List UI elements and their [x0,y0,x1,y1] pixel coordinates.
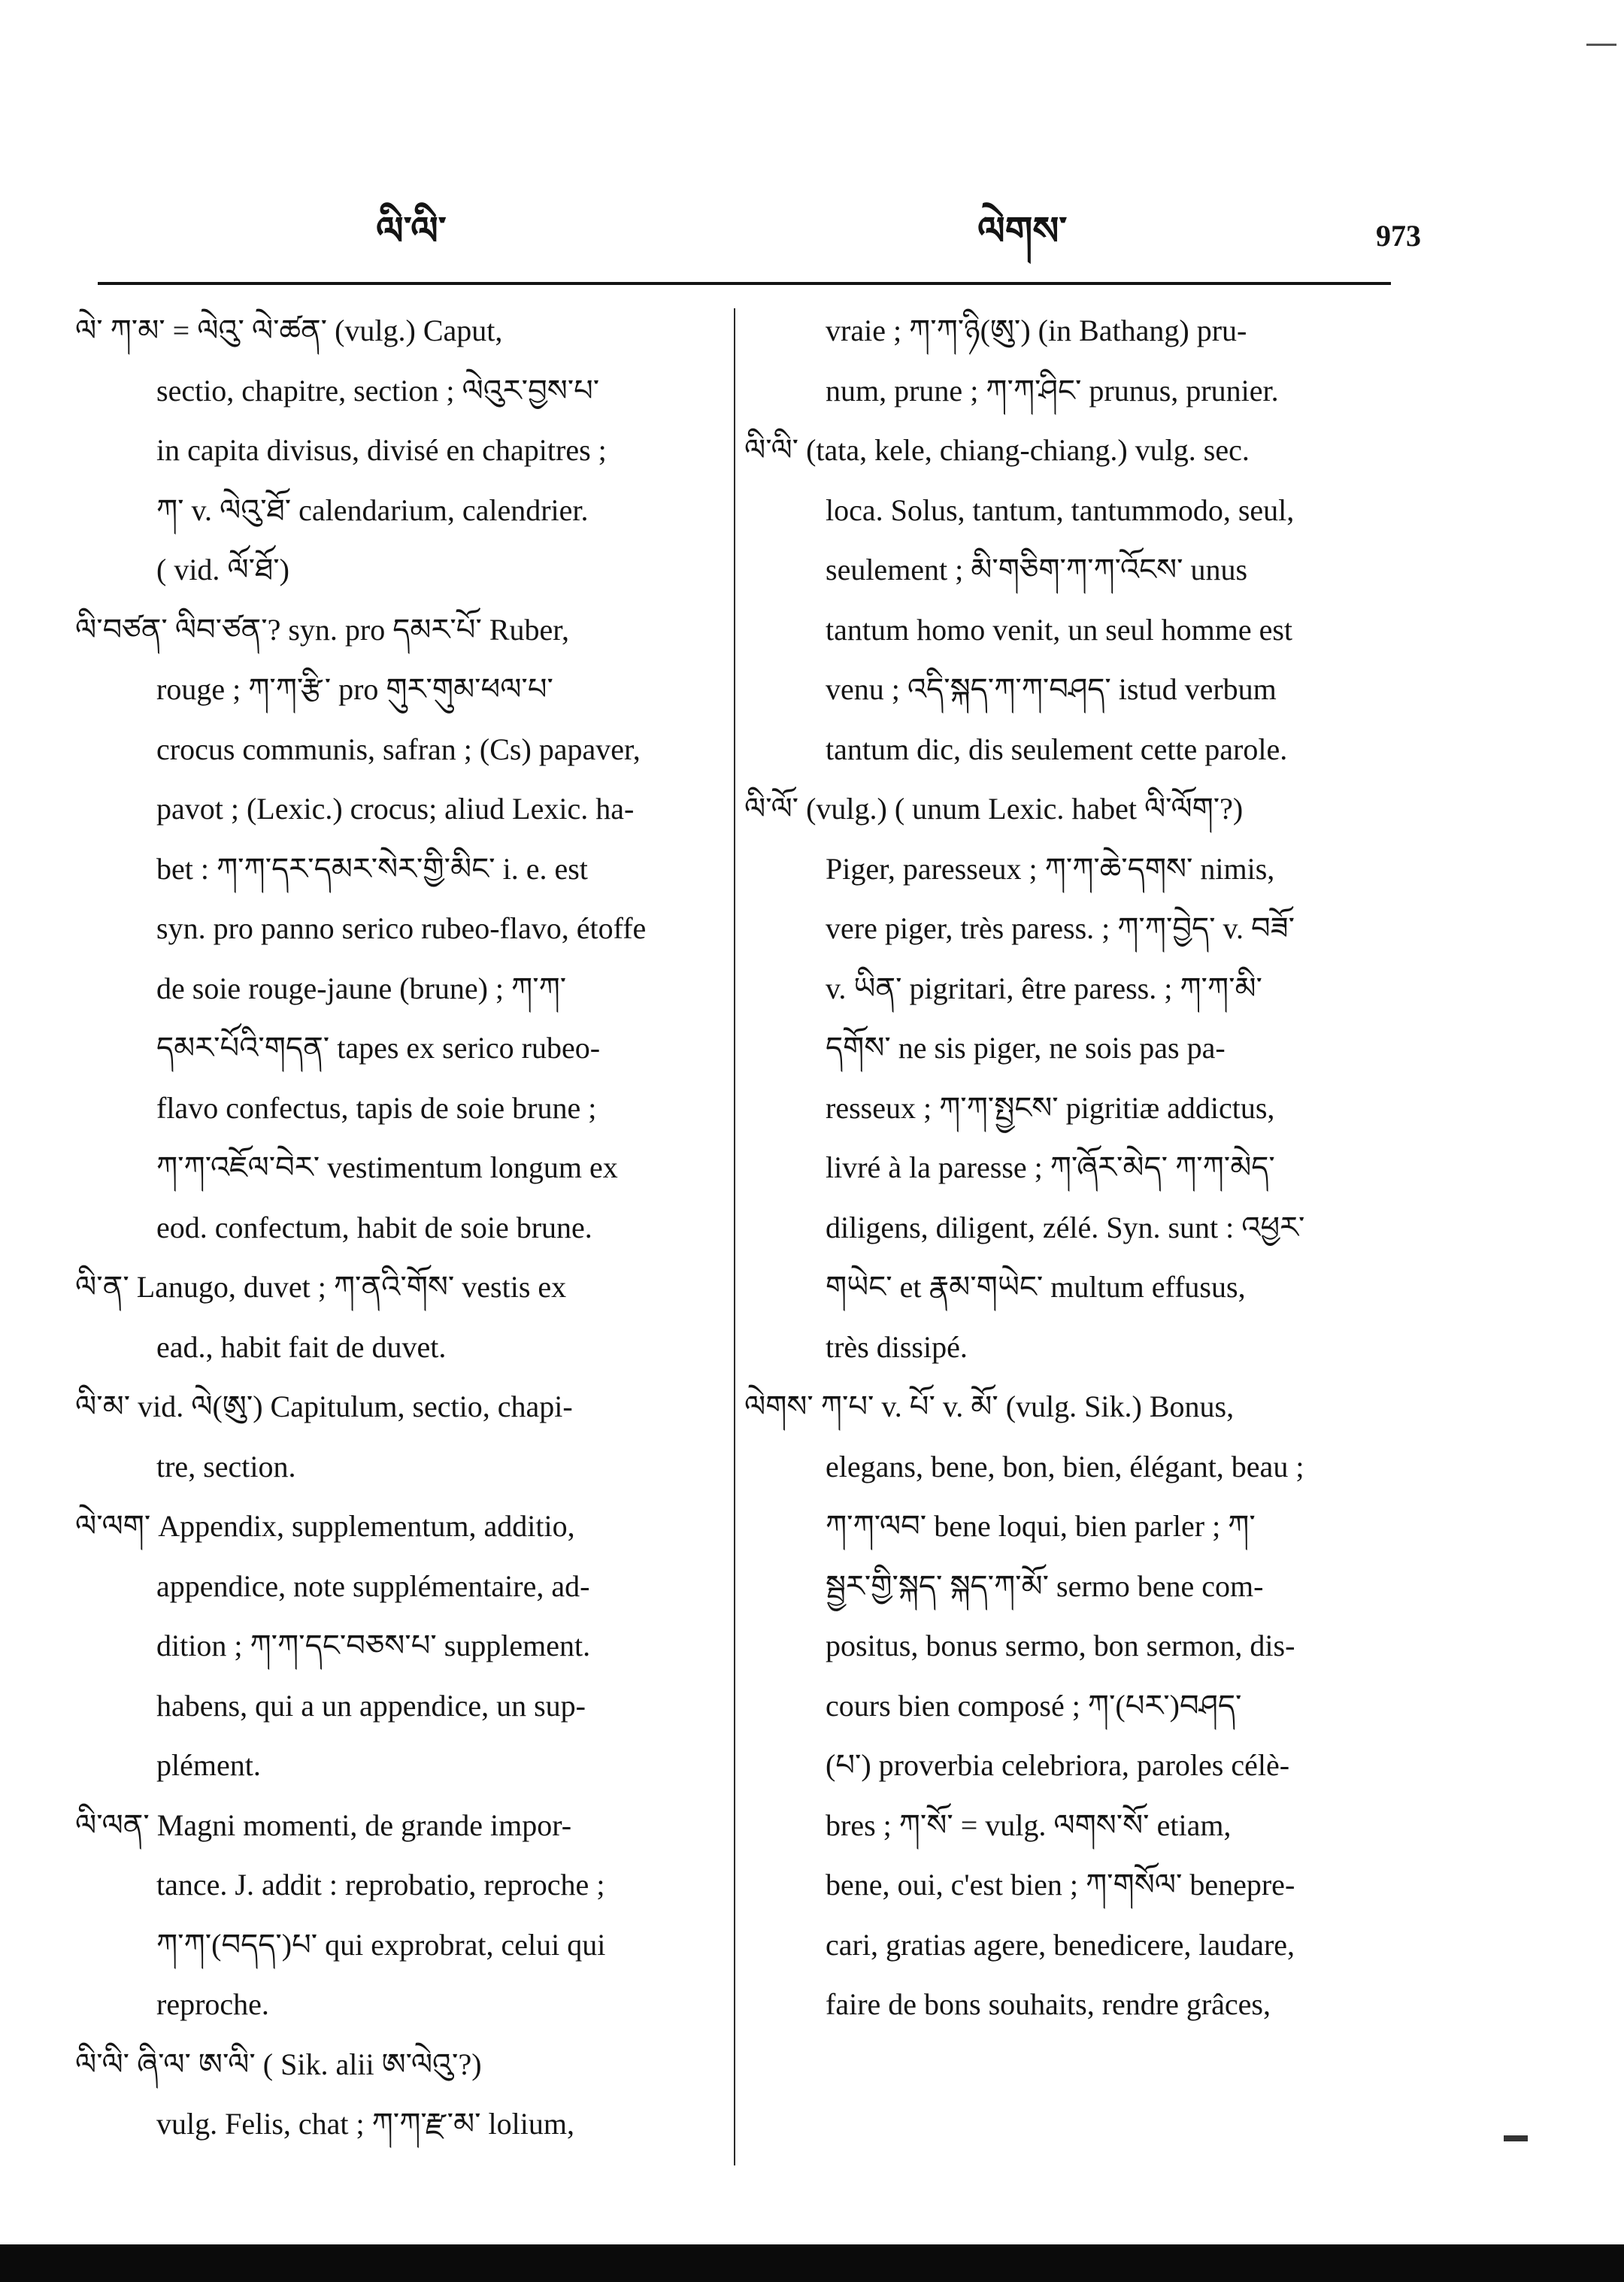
entry-line: pavot ; (Lexic.) crocus; aliud Lexic. ha- [156,792,635,826]
entry-line: ལི་བཙན་ ལིབ་ཙན་? syn. pro དམར་པོ་ Ruber, [75,612,569,647]
entry-line: v. ཡིན་ pigritari, être paress. ; ཀ་ཀ་མི་ [826,971,1262,1005]
entry-line: appendice, note supplémentaire, ad- [156,1568,590,1603]
entry-line: cours bien composé ; ཀ་(པར་)བཤད་ [826,1688,1242,1723]
entry-line: (པ་) proverbia celebriora, paroles célè- [826,1748,1290,1782]
left-column [75,301,710,2154]
dictionary-entry [75,1377,710,1496]
entry-line: sectio, chapitre, section ; ལེའུར་བྱས་པ་ [156,373,600,408]
entry-line: ལི་ལི་ (tata, kele, chiang-chiang.) vulg. sec. [744,433,1250,467]
dictionary-entry [744,420,1391,779]
entry-line: ཀ་ཀ་འཇོལ་བེར་ vestimentum longum ex [156,1150,618,1184]
entry-line: in capita divisus, divisé en chapitres ; [156,433,607,467]
dictionary-entry [744,1377,1391,2035]
entry-line: seulement ; མི་གཅིག་ཀ་ཀ་འོངས་ unus [826,553,1248,586]
entry-line: resseux ; ཀ་ཀ་སྤྱངས་ pigritiæ addictus, [826,1090,1275,1125]
entry-line: plément. [156,1748,261,1782]
entry-line: ལེ་ལག་ Appendix, supplementum, additio, [75,1509,575,1543]
entry-line: bene, oui, c'est bien ; ཀ་གསོལ་ benepre- [826,1868,1295,1902]
entry-line: syn. pro panno serico rubeo-flavo, étoffe [156,911,647,945]
entry-line: དམར་པོའི་གདན་ tapes ex serico rubeo- [156,1031,601,1065]
entry-line: ལི་ན་ Lanugo, duvet ; ཀ་ནའི་གོས་ vestis ex [75,1270,567,1304]
entry-line: cari, gratias agere, benedicere, laudare, [826,1927,1295,1962]
entry-line: rouge ; ཀ་ཀ་རྩི་ pro གུར་གུམ་ཕལ་པ་ [156,672,553,706]
entry-line: loca. Solus, tantum, tantummodo, seul, [826,492,1295,527]
scan-edge-bar [0,2244,1624,2282]
page-number: 973 [1376,219,1421,253]
dictionary-entry [75,2035,710,2154]
entry-line: bres ; ཀ་སོ་ = vulg. ལགས་སོ་ etiam, [826,1808,1232,1842]
entry-line: སྦྱར་གྱི་སྐད་ སྐད་ཀ་མོ་ sermo bene com- [826,1568,1264,1603]
entry-line: ཀ་ཀ་ལབ་ bene loqui, bien parler ; ཀ་ [826,1509,1256,1543]
column-divider [734,308,735,2165]
entry-line: elegans, bene, bon, bien, élégant, beau ; [826,1449,1304,1483]
dictionary-entry [75,1496,710,1796]
entry-line: གཡེང་ et རྣམ་གཡེང་ multum effusus, [826,1270,1246,1304]
entry-line: ལི་ལོ་ (vulg.) ( unum Lexic. habet ལི་ལོག་?) [744,792,1244,826]
entry-line: ལི་མ་ vid. ལེ(ཨུ་) Capitulum, sectio, chapi- [75,1390,573,1423]
entry-line: eod. confectum, habit de soie brune. [156,1210,592,1244]
entry-line: dition ; ཀ་ཀ་དང་བཅས་པ་ supplement. [156,1629,591,1662]
entry-line: tantum dic, dis seulement cette parole. [826,732,1288,766]
entry-line: Piger, paresseux ; ཀ་ཀ་ཆེ་དགས་ nimis, [826,851,1275,886]
entry-line: crocus communis, safran ; (Cs) papaver, [156,732,641,766]
running-head-left: ལི་ལི་ [376,209,447,254]
dictionary-entry [75,1257,710,1377]
entry-line: vere piger, très paress. ; ཀ་ཀ་བྱེད་ v. བཟོ་ [826,911,1295,945]
entry-line: habens, qui a un appendice, un sup- [156,1688,586,1723]
entry-line: faire de bons souhaits, rendre grâces, [826,1987,1271,2021]
entry-line: དགོས་ ne sis piger, ne sois pas pa- [826,1031,1226,1065]
entry-line: num, prune ; ཀ་ཀ་ཤིང་ prunus, prunier. [826,373,1279,408]
entry-line: livré à la paresse ; ཀ་ཞོར་མེད་ ཀ་ཀ་མེད་ [826,1150,1275,1184]
entry-line: ( vid. ལོ་ཐོ་) [156,553,289,586]
entry-line: ཀ་ཀ་(བདད་)པ་ qui exprobrat, celui qui [156,1927,606,1962]
entry-line: ead., habit fait de duvet. [156,1329,447,1364]
entry-line: flavo confectus, tapis de soie brune ; [156,1090,597,1125]
entry-line: ལེ་ ཀ་མ་ = ལེའུ་ ལེ་ཚན་ (vulg.) Caput, [75,314,503,347]
entry-line: reproche. [156,1987,269,2021]
entry-line: tantum homo venit, un seul homme est [826,612,1293,647]
entry-line: tre, section. [156,1449,296,1483]
dictionary-entry [744,779,1391,1377]
header-rule [98,282,1391,285]
entry-line: diligens, diligent, zélé. Syn. sunt : འཕྱར་ [826,1210,1305,1244]
entry-line: vulg. Felis, chat ; ཀ་ཀ་རྫ་མ་ lolium, [156,2107,574,2141]
entry-line: très dissipé. [826,1329,968,1364]
entry-line: ཀ་ v. ལེའུ་ཐོ་ calendarium, calendrier. [156,492,589,527]
entry-line: tance. J. addit : reprobatio, reproche ; [156,1868,605,1902]
entry-line: vraie ; ཀ་ཀ་ཉི(ཨུ་) (in Bathang) pru- [826,314,1247,347]
running-head-center: ལེགས་ [977,209,1068,254]
dictionary-entry [75,1796,710,2035]
margin-mark [1504,2135,1528,2141]
entry-line: ལེགས་ ཀ་པ་ v. པོ་ v. མོ་ (vulg. Sik.) Bonus, [744,1390,1235,1423]
dictionary-entry [75,600,710,1258]
entry-line: ལི་ལན་ Magni momenti, de grande impor- [75,1808,572,1842]
entry-line: ལི་ལི་ ཞི་ལ་ ཨ་ལི་ ( Sik. alii ཨ་ལེའུ་?) [75,2047,482,2081]
right-column [744,301,1391,2035]
entry-line: bet : ཀ་ཀ་དར་དམར་སེར་གྱི་མིང་ i. e. est [156,851,588,886]
entry-line: positus, bonus sermo, bon sermon, dis- [826,1629,1295,1662]
dictionary-entry [75,301,710,600]
entry-line: de soie rouge-jaune (brune) ; ཀ་ཀ་ [156,971,567,1005]
dictionary-entry [744,301,1391,420]
entry-line: venu ; འདི་སྐད་ཀ་ཀ་བཤད་ istud verbum [826,672,1277,706]
corner-mark [1586,44,1616,46]
